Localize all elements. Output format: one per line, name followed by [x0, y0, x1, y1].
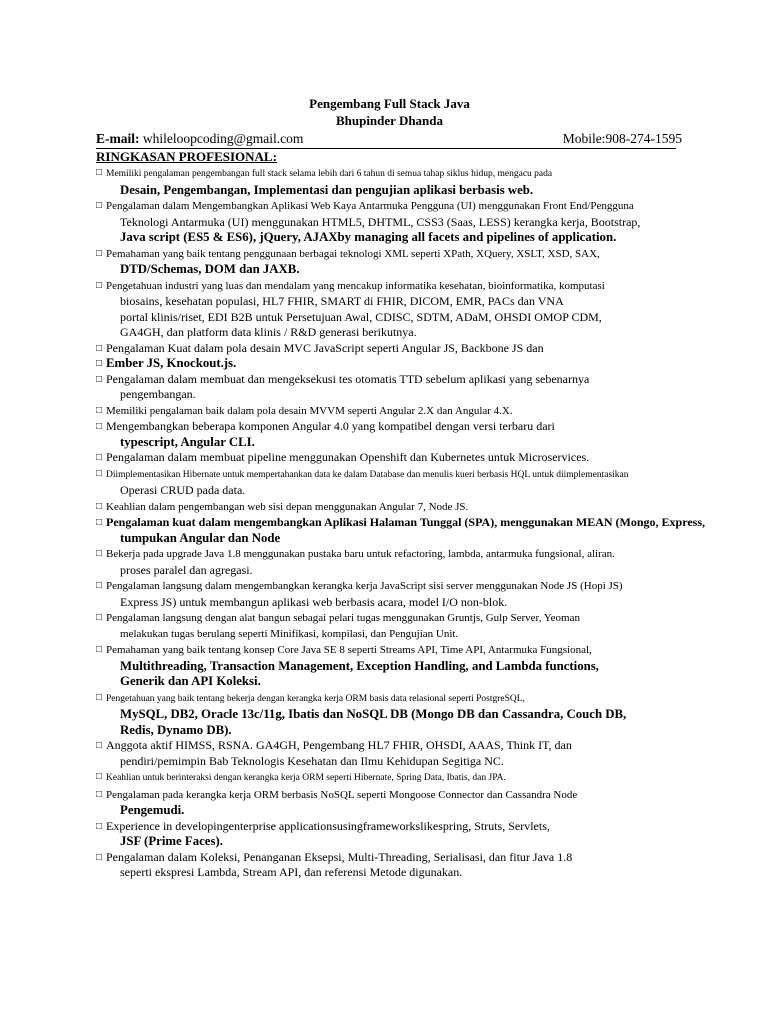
- summary-item: □ Pemahaman yang baik tentang konsep Core Java SE 8 seperti Streams API, Time API, Antarmuka Fungsional, Multithreading, Transaction Management, Exception Handling, and Lambda functions, Generik dan API Koleksi.: [96, 644, 599, 688]
- bullet-icon: □: [96, 580, 103, 591]
- bullet-icon: □: [96, 452, 103, 463]
- bullet-icon: □: [96, 421, 103, 432]
- bullet-icon: □: [96, 342, 103, 354]
- section-heading: RINGKASAN PROFESIONAL:: [96, 148, 676, 165]
- bullet-icon: □: [96, 358, 103, 369]
- bullet-icon: □: [96, 404, 103, 416]
- summary-item: □ Pengalaman dalam Koleksi, Penanganan Eksepsi, Multi-Threading, Serialisasi, dan fitur Java 1.8 seperti ekspresi Lambda, Stream API, dan referensi Metode digunakan.: [96, 849, 573, 879]
- bullet-icon: □: [96, 500, 103, 512]
- summary-item: □ Pengalaman dalam membuat pipeline menggunakan Openshift dan Kubernetes untuk Microservices.: [96, 450, 590, 464]
- resume-page: [96, 95, 708, 881]
- bullet-icon: □: [96, 691, 103, 703]
- summary-item: □ Pengalaman Kuat dalam pola desain MVC JavaScript seperti Angular JS, Backbone JS dan □ Ember JS, Knockout.js.: [96, 340, 544, 370]
- summary-item: □ Pengalaman kuat dalam mengembangkan Aplikasi Halaman Tunggal (SPA), menggunakan MEAN (Mongo, Express, tumpukan Angular dan Node: [96, 515, 705, 545]
- bullet-icon: □: [96, 200, 103, 211]
- summary-item: □ Pengalaman dalam membuat dan mengeksekusi tes otomatis TTD sebelum aplikasi yang sebenarnya pengembangan.: [96, 371, 590, 401]
- summary-item: □ Pengetahuan industri yang luas dan mendalam yang mencakup informatika kesehatan, bioinformatika, komputasi biosains, kesehatan populasi, HL7 FHIR, SMART di FHIR, DICOM, EMR, PACs dan VNA portal klinis/riset, EDI B2B untuk Persetujuan Awal, CDISC, SDTM, ADaM, OHSDI OMOP CDM, GA4GH, dan platform data klinis / R&D generasi berikutnya.: [96, 279, 605, 339]
- candidate-name: Bhupinder Dhanda: [335, 113, 444, 128]
- bullet-icon: □: [96, 517, 103, 528]
- summary-item: □ Pemahaman yang baik tentang penggunaan berbagai teknologi XML seperti XPath, XQuery, XSLT, XSD, SAX, DTD/Schemas, DOM dan JAXB.: [96, 247, 600, 276]
- bullet-icon: □: [96, 467, 103, 479]
- summary-item: □ Anggota aktif HIMSS, RSNA. GA4GH, Pengembang HL7 FHIR, OHSDI, AAAS, Think IT, dan pendiri/pemimpin Bab Teknologis Kesehatan dan Ilmu Kehidupan Segitiga NC.: [96, 738, 572, 768]
- mobile-value: Mobile:908-274-1595: [562, 131, 682, 146]
- summary-item: □ Keahlian dalam pengembangan web sisi depan menggunakan Angular 7, Node JS.: [96, 500, 469, 513]
- bullet-icon: □: [96, 279, 103, 291]
- summary-item: □ Pengalaman langsung dengan alat bangun sebagai pelari tugas menggunakan Gruntjs, Gulp Server, Yeoman melakukan tugas berulang seperti Minifikasi, kompilasi, dan Pengujian Unit.: [96, 612, 580, 640]
- summary-item: □ Pengalaman pada kerangka kerja ORM berbasis NoSQL seperti Mongoose Connector dan Cassandra Node Pengemudi.: [96, 788, 578, 817]
- summary-item: □ Pengalaman dalam Mengembangkan Aplikasi Web Kaya Antarmuka Pengguna (UI) menggunakan Front End/Pengguna Teknologi Antarmuka (UI) menggunakan HTML5, DHTML, CSS3 (Saas, LESS) kerangka kerja, Bootstrap, Java script (ES5 & ES6), jQuery, AJAXby managing all facets and pipelines of application.: [96, 200, 641, 244]
- job-title: Pengembang Full Stack Java: [309, 96, 470, 111]
- email-value: whileloopcoding@gmail.com: [142, 131, 304, 146]
- summary-item: □ Memiliki pengalaman pengembangan full stack selama lebih dari 6 tahun di semua tahap siklus hidup, mengacu pada Desain, Pengembangan, Implementasi dan pengujian aplikasi berbasis web.: [96, 167, 553, 197]
- summary-item: □ Bekerja pada upgrade Java 1.8 menggunakan pustaka baru untuk refactoring, lambda, antarmuka fungsional, aliran. proses paralel dan agregasi.: [96, 548, 615, 577]
- summary-item: □ Mengembangkan beberapa komponen Angular 4.0 yang kompatibel dengan versi terbaru dari typescript, Angular CLI.: [96, 419, 555, 449]
- bullet-icon: □: [96, 851, 103, 863]
- summary-item: □ Diimplementasikan Hibernate untuk mempertahankan data ke dalam Database dan menulis kueri berbasis HQL untuk diimplementasikan Operasi CRUD pada data.: [96, 467, 629, 497]
- bullet-icon: □: [96, 548, 103, 559]
- bullet-icon: □: [96, 373, 103, 385]
- summary-item: □ Experience in developingenterprise applicationsusingframeworkslikespring, Struts, Servlets, JSF (Prime Faces).: [96, 818, 550, 848]
- summary-item: □ Pengalaman langsung dalam mengembangkan kerangka kerja JavaScript sisi server menggunakan Node JS (Hopi JS) Express JS) untuk membangun aplikasi web berbasis acara, model I/O non-blok.: [96, 580, 623, 609]
- email-block: [96, 131, 303, 147]
- bullet-icon: □: [96, 247, 103, 259]
- bullet-icon: □: [96, 644, 103, 655]
- bullet-icon: □: [96, 820, 103, 832]
- summary-item: □ Keahlian untuk berinteraksi dengan kerangka kerja ORM seperti Hibernate, Spring Data, Ibatis, dan JPA.: [96, 771, 506, 783]
- bullet-icon: □: [96, 167, 103, 178]
- contact-row: [96, 131, 708, 147]
- bullet-icon: □: [96, 740, 103, 751]
- summary-item: □ Pengetahuan yang baik tentang bekerja dengan kerangka kerja ORM basis data relasional seperti PostgreSQL, MySQL, DB2, Oracle 13c/11g, Ibatis dan NoSQL DB (Mongo DB dan Cassandra, Couch DB, Redis, Dynamo DB).: [96, 691, 627, 737]
- bullet-icon: □: [96, 612, 103, 623]
- bullet-icon: □: [96, 788, 103, 800]
- summary-item: □ Memiliki pengalaman baik dalam pola desain MVVM seperti Angular 2.X dan Angular 4.X.: [96, 404, 513, 417]
- bullet-icon: □: [96, 771, 103, 782]
- email-label: E-mail:: [96, 131, 140, 146]
